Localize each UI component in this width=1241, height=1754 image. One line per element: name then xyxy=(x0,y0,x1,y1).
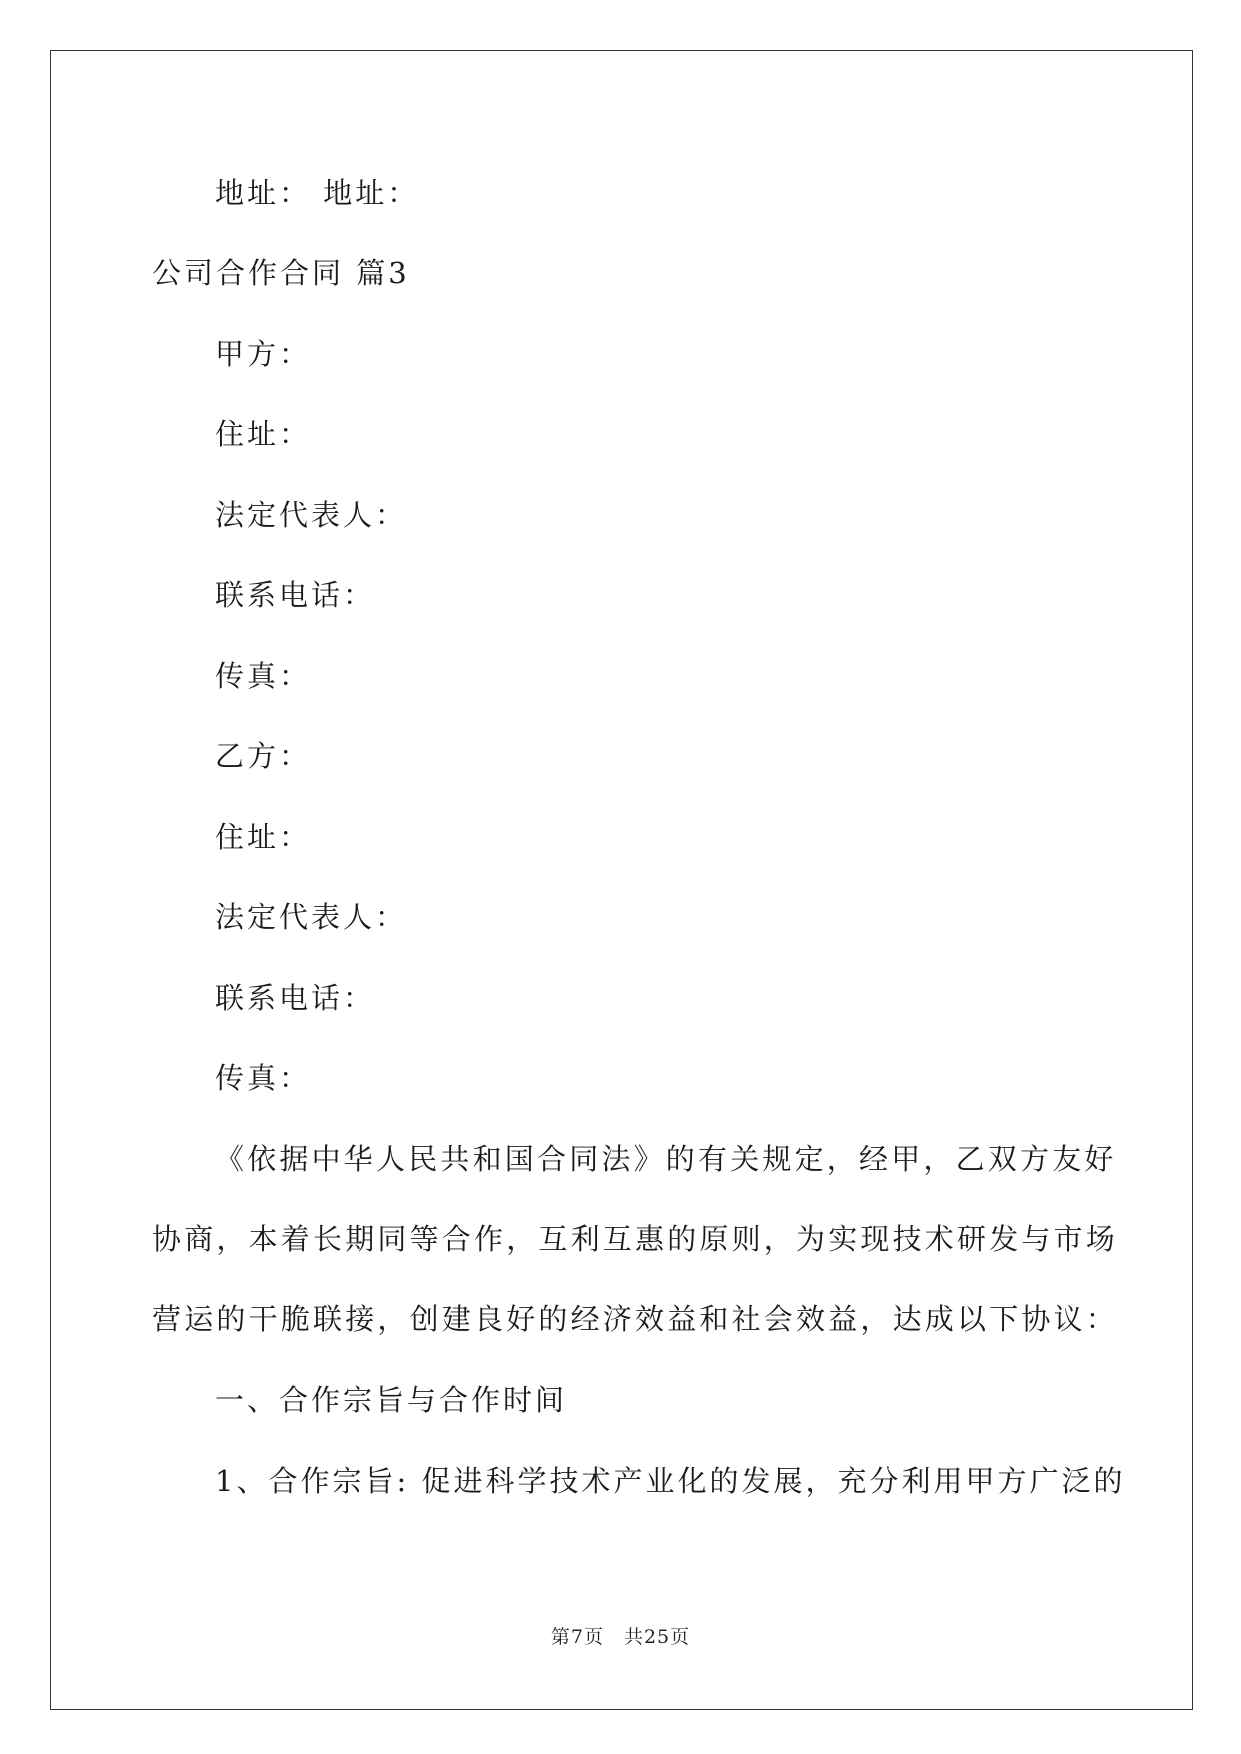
party-b-label: 乙方： xyxy=(215,739,312,773)
page-footer xyxy=(0,1622,1241,1649)
clause-item-1: 1、合作宗旨: 促进科学技术产业化的发展，充分利用甲方广泛的 xyxy=(215,1464,1126,1498)
section-title: 公司合作合同 篇3 xyxy=(152,256,410,290)
page-number: 第7页 xyxy=(550,1626,604,1648)
section-heading: 一、合作宗旨与合作时间 xyxy=(215,1383,568,1417)
party-a-fax-label: 传真： xyxy=(215,659,312,693)
party-b-address-label: 住址： xyxy=(215,820,312,854)
address-line: 地址： 地址： xyxy=(215,176,420,210)
paragraph-line: 《依据中华人民共和国合同法》的有关规定，经甲，乙双方友好 xyxy=(215,1142,1117,1176)
paragraph-line: 营运的干脆联接，创建良好的经济效益和社会效益，达成以下协议： xyxy=(152,1302,1119,1336)
party-a-label: 甲方： xyxy=(215,337,312,371)
party-a-address-label: 住址： xyxy=(215,417,312,451)
party-a-phone-label: 联系电话： xyxy=(215,578,376,612)
paragraph-line: 协商，本着长期同等合作，互利互惠的原则，为实现技术研发与市场 xyxy=(152,1222,1119,1256)
page-total: 共25页 xyxy=(623,1626,691,1648)
party-a-representative-label: 法定代表人： xyxy=(215,498,408,532)
party-b-fax-label: 传真： xyxy=(215,1061,312,1095)
party-b-representative-label: 法定代表人： xyxy=(215,900,408,934)
party-b-phone-label: 联系电话： xyxy=(215,981,376,1015)
